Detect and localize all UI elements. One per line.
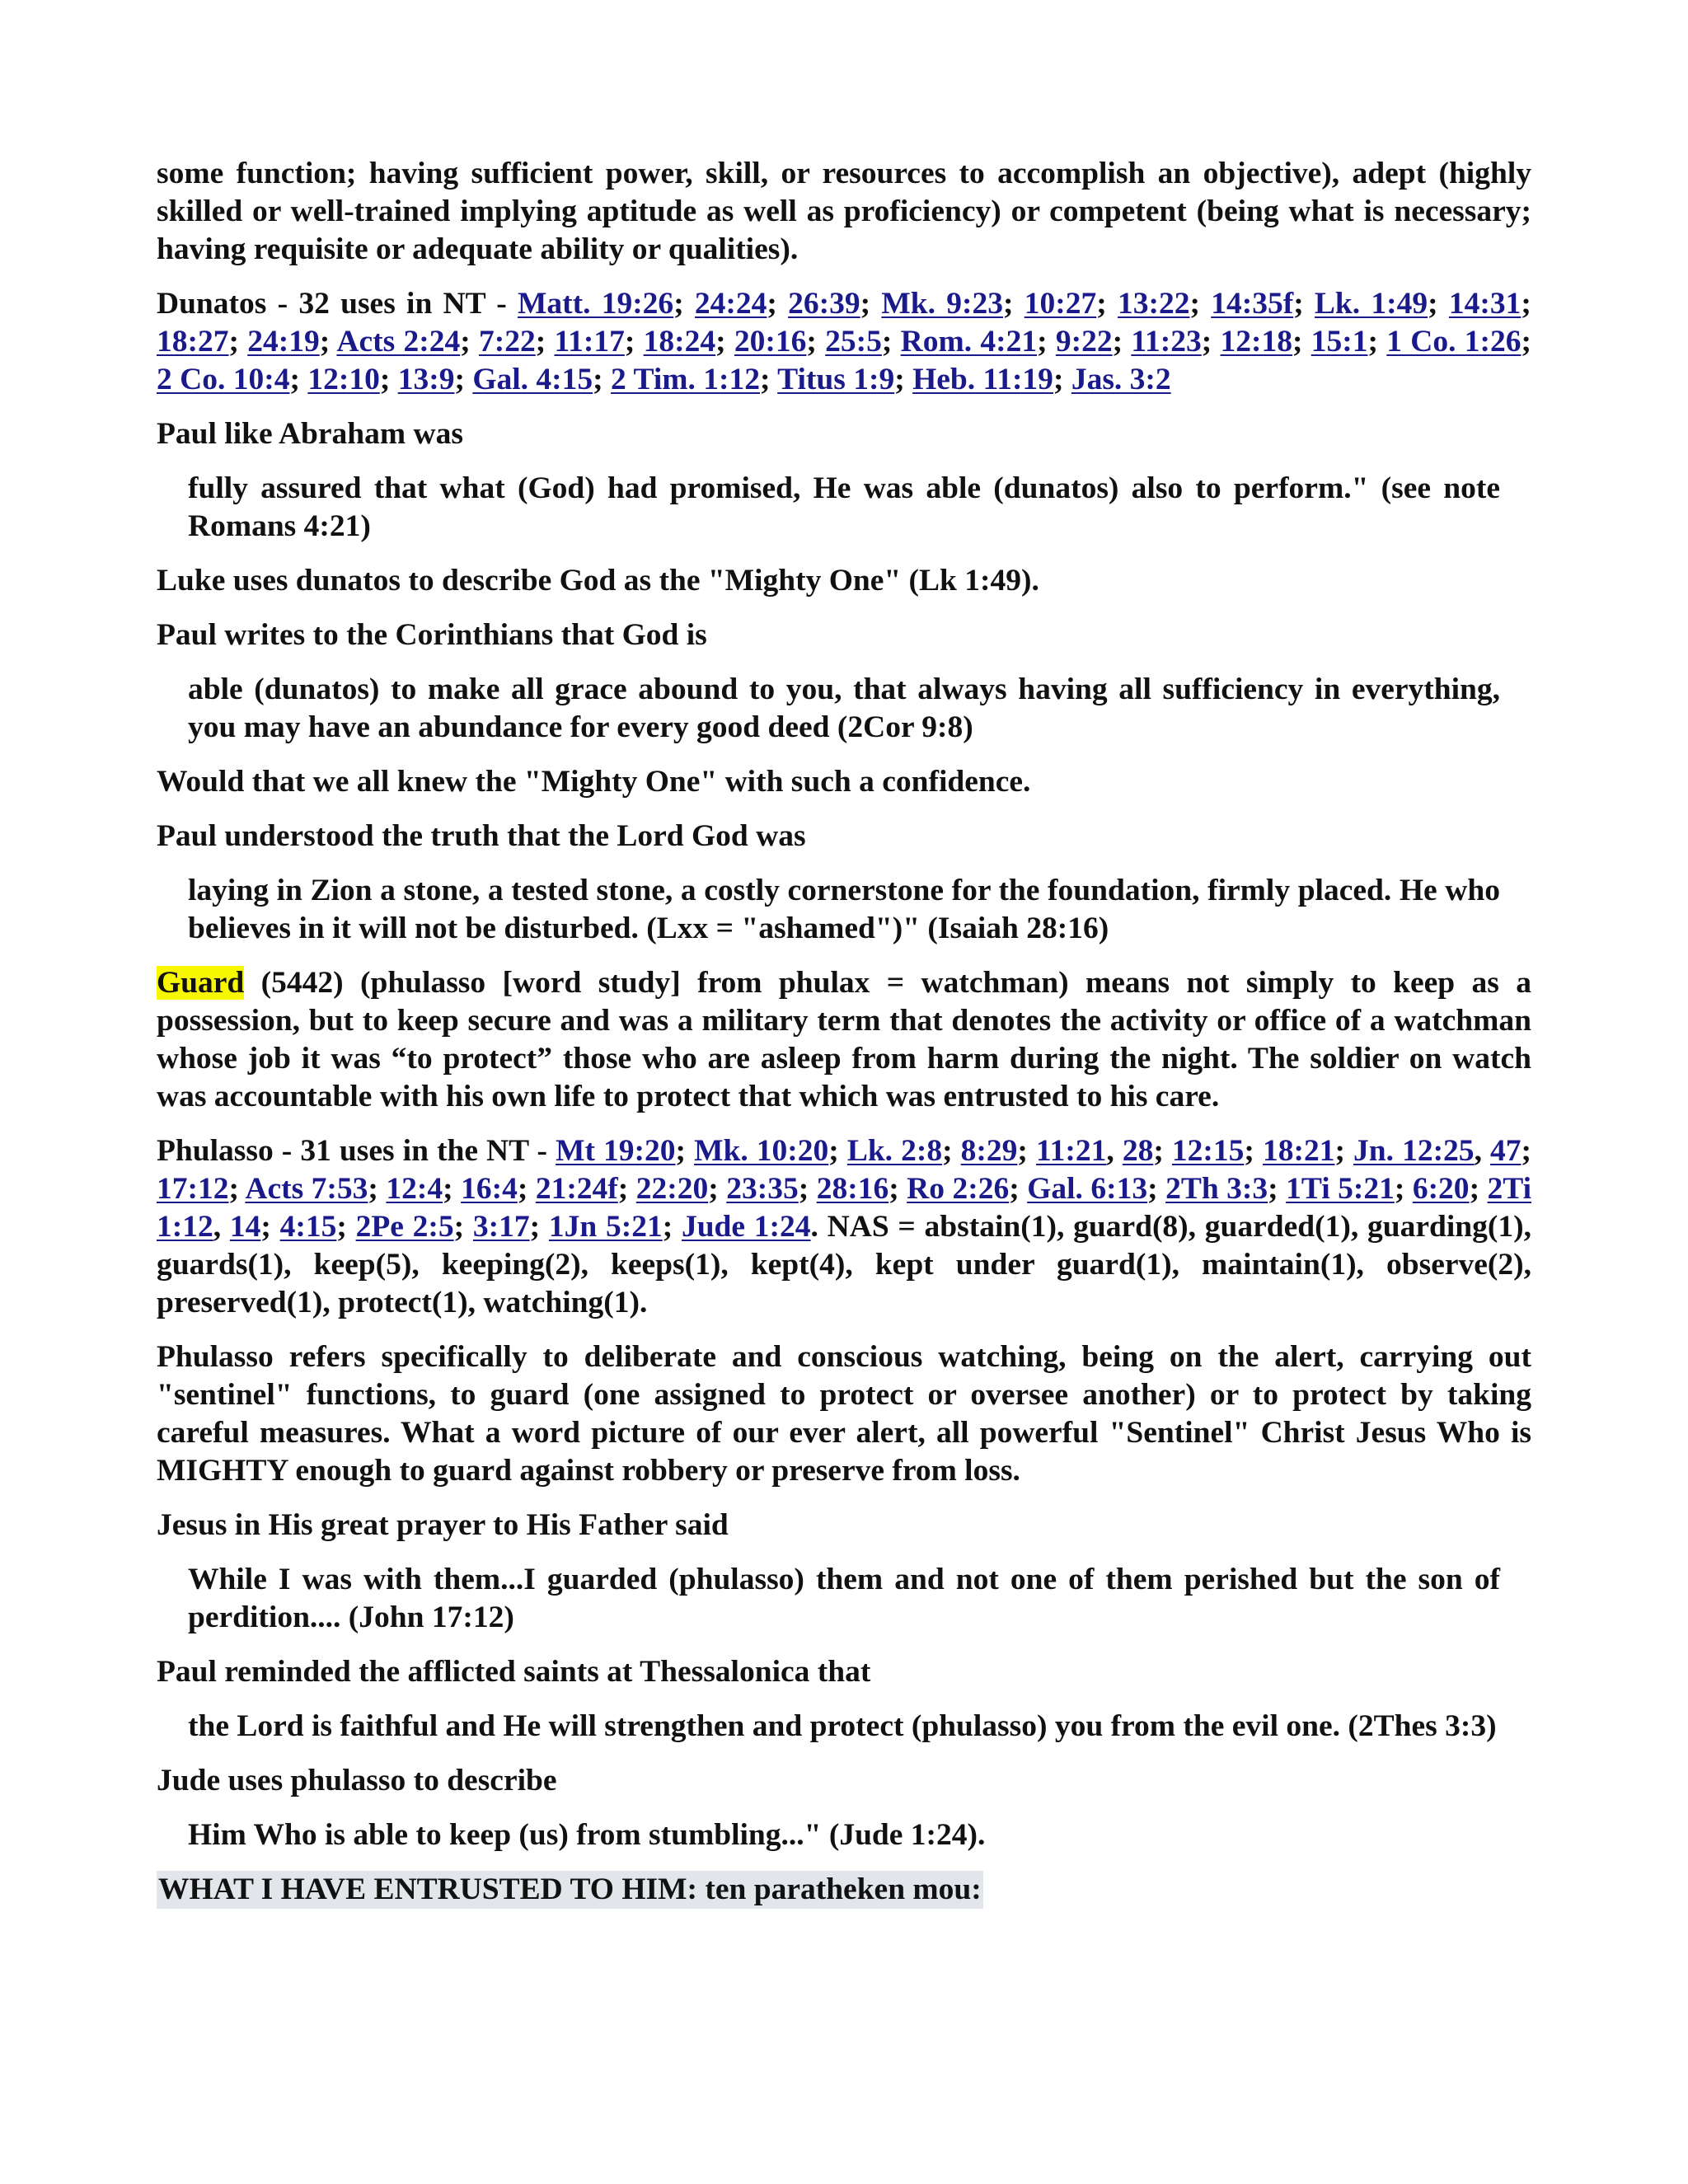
phulasso-ref-link[interactable]: 11:21	[1035, 1134, 1107, 1168]
ref-separator: ;	[662, 1210, 682, 1244]
ref-separator: ;	[767, 287, 789, 321]
phulasso-ref-link[interactable]: 12:4	[386, 1172, 443, 1206]
ref-separator: ;	[673, 287, 695, 321]
ref-separator: ;	[1096, 287, 1118, 321]
phulasso-ref-link[interactable]: 47	[1490, 1134, 1522, 1168]
dunatos-ref-link[interactable]: 13:9	[397, 363, 455, 396]
phulasso-ref-link[interactable]: Jn. 12:25	[1353, 1134, 1475, 1168]
dunatos-ref-link[interactable]: Mk. 9:23	[881, 287, 1003, 321]
ref-separator: ;	[828, 1134, 847, 1168]
ref-separator: ;	[336, 1210, 356, 1244]
ref-separator: ;	[806, 325, 826, 359]
ref-separator: ;	[460, 325, 479, 359]
phulasso-ref-link[interactable]: 12:15	[1171, 1134, 1245, 1168]
ref-separator: ;	[1521, 1134, 1531, 1168]
dunatos-ref-link[interactable]: 15:1	[1311, 325, 1368, 359]
ref-separator: ;	[529, 1210, 549, 1244]
phulasso-ref-link[interactable]: 17:12	[157, 1172, 229, 1206]
section-heading-row	[157, 1871, 1531, 1909]
phulasso-ref-link[interactable]: Jude 1:24	[681, 1210, 811, 1244]
ref-separator: ;	[228, 1172, 246, 1206]
phulasso-ref-link[interactable]: 22:20	[635, 1172, 709, 1206]
ref-separator: ;	[1293, 287, 1315, 321]
dunatos-ref-link[interactable]: 24:19	[247, 325, 320, 359]
dunatos-ref-link[interactable]: Titus 1:9	[777, 363, 895, 396]
abraham-quote: fully assured that what (God) had promised, He was able (dunatos) also to perform." (see note Romans 4:21)	[188, 471, 1500, 543]
dunatos-ref-link[interactable]: 14:35f	[1211, 287, 1294, 321]
ref-separator: ;	[715, 325, 734, 359]
phulasso-ref-link[interactable]: Mt 19:20	[556, 1134, 676, 1168]
ref-separator: ;	[228, 325, 248, 359]
ref-separator: ;	[453, 1210, 473, 1244]
phulasso-ref-link[interactable]: Acts 7:53	[245, 1172, 368, 1206]
phulasso-ref-link[interactable]: 23:35	[726, 1172, 799, 1206]
jesus-prayer-paragraph: Jesus in His great prayer to His Father said	[157, 1508, 729, 1542]
phulasso-ref-link[interactable]: 28	[1122, 1134, 1154, 1168]
dunatos-ref-link[interactable]: 26:39	[788, 287, 860, 321]
phulasso-ref-link[interactable]: 2Th 3:3	[1165, 1172, 1268, 1206]
dunatos-ref-link[interactable]: 12:10	[307, 363, 380, 396]
ref-separator: ;	[1394, 1172, 1413, 1206]
phulasso-ref-link[interactable]: 1Jn 5:21	[548, 1210, 663, 1244]
ref-separator: ;	[1334, 1134, 1354, 1168]
dunatos-ref-link[interactable]: 10:27	[1024, 287, 1097, 321]
dunatos-uses-lead: Dunatos - 32 uses in NT -	[157, 287, 518, 321]
dunatos-ref-link[interactable]: Acts 2:24	[336, 325, 461, 359]
corinthians-paragraph: Paul writes to the Corinthians that God is	[157, 618, 707, 652]
ref-separator: ;	[1053, 363, 1071, 396]
document-page	[157, 155, 1531, 1925]
ref-separator: ;	[708, 1172, 727, 1206]
isaiah-quote: laying in Zion a stone, a tested stone, a costly cornerstone for the foundation, firmly placed. He who believes in it will not be disturbed. (Lxx = "ashamed")" (Isaiah 28:16)	[188, 874, 1500, 945]
dunatos-ref-link[interactable]: 18:24	[643, 325, 716, 359]
ref-separator: ;	[1189, 287, 1212, 321]
phulasso-ref-link[interactable]: 2Pe 2:5	[355, 1210, 454, 1244]
ref-separator: ;	[889, 1172, 907, 1206]
dunatos-ref-link[interactable]: 2 Tim. 1:12	[611, 363, 760, 396]
phulasso-ref-link[interactable]: Mk. 10:20	[694, 1134, 829, 1168]
ref-separator: ,	[1106, 1134, 1123, 1168]
dunatos-ref-link[interactable]: 20:16	[734, 325, 807, 359]
dunatos-ref-link[interactable]: Jas. 3:2	[1071, 363, 1171, 396]
ref-separator: ;	[675, 1134, 695, 1168]
phulasso-ref-link[interactable]: Ro 2:26	[907, 1172, 1010, 1206]
ref-separator: ;	[1268, 1172, 1287, 1206]
abraham-paragraph: Paul like Abraham was	[157, 417, 463, 451]
dunatos-ref-link[interactable]: Heb. 11:19	[912, 363, 1053, 396]
ref-separator: ;	[454, 363, 473, 396]
dunatos-ref-link[interactable]: 24:24	[694, 287, 767, 321]
phulasso-ref-link[interactable]: 18:21	[1262, 1134, 1335, 1168]
phulasso-ref-link[interactable]: Lk. 2:8	[846, 1134, 943, 1168]
dunatos-ref-link[interactable]: 1 Co. 1:26	[1386, 325, 1522, 359]
dunatos-ref-link[interactable]: 13:22	[1117, 287, 1190, 321]
ref-separator: ;	[1428, 287, 1449, 321]
dunatos-ref-link[interactable]: 2 Co. 10:4	[157, 363, 290, 396]
dunatos-ref-link[interactable]: 9:22	[1055, 325, 1113, 359]
phulasso-ref-link[interactable]: 21:24f	[535, 1172, 618, 1206]
ref-separator: ;	[1037, 325, 1056, 359]
ref-separator: ;	[624, 325, 644, 359]
jude-paragraph: Jude uses phulasso to describe	[157, 1764, 557, 1797]
mighty-one-paragraph: Would that we all knew the "Mighty One" with such a confidence.	[157, 765, 1031, 799]
ref-separator: ;	[289, 363, 308, 396]
ref-separator: ;	[759, 363, 778, 396]
intro-paragraph: some function; having sufficient power, skill, or resources to accomplish an objective), adept (highly skilled or well-trained implying aptitude as well as proficiency) or competent (being what is necessary; having requisite or adequate ability or qualities).	[157, 157, 1531, 266]
ref-separator: ;	[894, 363, 913, 396]
sentinel-paragraph: Phulasso refers specifically to deliberate and conscious watching, being on the alert, carrying out "sentinel" functions, to guard (one assigned to protect or oversee another) or to protect by taking careful measures. What a word picture of our ever alert, all powerful "Sentinel" Christ Jesus Who is MIGHTY enough to guard against robbery or preserve from loss.	[157, 1340, 1531, 1488]
thessalonica-paragraph: Paul reminded the afflicted saints at Thessalonica that	[157, 1655, 871, 1689]
ref-separator: ;	[860, 287, 882, 321]
phulasso-ref-link[interactable]: 16:4	[461, 1172, 518, 1206]
phulasso-ref-link[interactable]: 2Ti 1:12	[157, 1172, 1532, 1244]
ref-separator: ;	[798, 1172, 817, 1206]
phulasso-ref-link[interactable]: 1Ti 5:21	[1286, 1172, 1395, 1206]
ref-separator: ;	[368, 1172, 387, 1206]
ref-separator: ;	[881, 325, 901, 359]
thessalonians-quote: the Lord is faithful and He will strengthen and protect (phulasso) you from the evil one. (2Thes 3:3)	[188, 1709, 1497, 1743]
ref-separator: ;	[1521, 287, 1531, 321]
ref-separator: ;	[942, 1134, 961, 1168]
phulasso-ref-link[interactable]: 8:29	[960, 1134, 1018, 1168]
ref-separator: ;	[1521, 325, 1531, 359]
ref-separator: ;	[1009, 1172, 1028, 1206]
ref-separator: ;	[1017, 1134, 1036, 1168]
phulasso-ref-link[interactable]: 4:15	[279, 1210, 337, 1244]
luke-paragraph: Luke uses dunatos to describe God as the "Mighty One" (Lk 1:49).	[157, 564, 1039, 598]
ref-separator: ;	[617, 1172, 636, 1206]
phulasso-uses-lead: Phulasso - 31 uses in the NT -	[157, 1134, 556, 1168]
ref-separator: ;	[1469, 1172, 1488, 1206]
ref-separator: ,	[213, 1210, 230, 1244]
ref-separator: ;	[443, 1172, 462, 1206]
phulasso-uses-paragraph	[157, 1132, 1531, 1322]
dunatos-ref-link[interactable]: 11:23	[1131, 325, 1202, 359]
ref-separator: ;	[379, 363, 398, 396]
dunatos-ref-link[interactable]: Gal. 4:15	[472, 363, 593, 396]
dunatos-uses-paragraph	[157, 285, 1531, 399]
ref-separator: ;	[319, 325, 337, 359]
phulasso-ref-link[interactable]: Gal. 6:13	[1027, 1172, 1148, 1206]
ref-separator: ;	[1244, 1134, 1263, 1168]
phulasso-ref-link[interactable]: 6:20	[1412, 1172, 1470, 1206]
dunatos-ref-link[interactable]: 11:17	[554, 325, 625, 359]
ref-separator: ;	[1201, 325, 1221, 359]
dunatos-ref-link[interactable]: 25:5	[825, 325, 882, 359]
phulasso-ref-link[interactable]: 14	[229, 1210, 261, 1244]
guard-definition-paragraph	[157, 964, 1531, 1116]
ref-separator: ,	[1474, 1134, 1490, 1168]
john-quote: While I was with them...I guarded (phulasso) them and not one of them perished but the son of perdition.... (John 17:12)	[188, 1563, 1500, 1634]
dunatos-ref-link[interactable]: 7:22	[478, 325, 536, 359]
ref-separator: ;	[1153, 1134, 1172, 1168]
ref-separator: ;	[535, 325, 555, 359]
section-heading: WHAT I HAVE ENTRUSTED TO HIM: ten paratheken mou:	[157, 1871, 983, 1909]
ref-separator: ;	[1147, 1172, 1166, 1206]
dunatos-ref-link[interactable]: Lk. 1:49	[1314, 287, 1428, 321]
ref-separator: ;	[517, 1172, 536, 1206]
ref-separator: ;	[593, 363, 612, 396]
phulasso-ref-link[interactable]: 3:17	[472, 1210, 530, 1244]
ref-separator: ;	[1112, 325, 1132, 359]
corinthians-quote: able (dunatos) to make all grace abound to you, that always having all sufficiency in everything, you may have an abundance for every good deed (2Cor 9:8)	[188, 673, 1500, 744]
paul-truth-paragraph: Paul understood the truth that the Lord God was	[157, 819, 806, 853]
phulasso-ref-link[interactable]: 28:16	[816, 1172, 889, 1206]
guard-definition-text: (5442) (phulasso [word study] from phulax = watchman) means not simply to keep as a possession, but to keep secure and was a military term that denotes the activity or office of a watchman whose job it was “to protect” those who are asleep from harm during the night. The soldier on watch was accountable with his own life to protect that which was entrusted to his care.	[157, 966, 1531, 1113]
ref-separator: ;	[1367, 325, 1387, 359]
dunatos-ref-link[interactable]: 12:18	[1220, 325, 1293, 359]
dunatos-ref-link[interactable]: 14:31	[1448, 287, 1522, 321]
ref-separator: ;	[1292, 325, 1311, 359]
guard-highlighted-word: Guard	[157, 966, 245, 1000]
ref-separator: ;	[260, 1210, 280, 1244]
dunatos-ref-link[interactable]: 18:27	[157, 325, 229, 359]
dunatos-ref-link[interactable]: Matt. 19:26	[517, 287, 674, 321]
phulasso-nas-summary: . NAS = abstain(1), guard(8), guarded(1), guarding(1), guards(1), keep(5), keeping(2), keeps(1), kept(4), kept under guard(1), maintain(1), observe(2), preserved(1), protect(1), watching(1).	[157, 1210, 1531, 1319]
dunatos-ref-link[interactable]: Rom. 4:21	[900, 325, 1038, 359]
ref-separator: ;	[1003, 287, 1025, 321]
jude-quote: Him Who is able to keep (us) from stumbling..." (Jude 1:24).	[188, 1818, 986, 1852]
